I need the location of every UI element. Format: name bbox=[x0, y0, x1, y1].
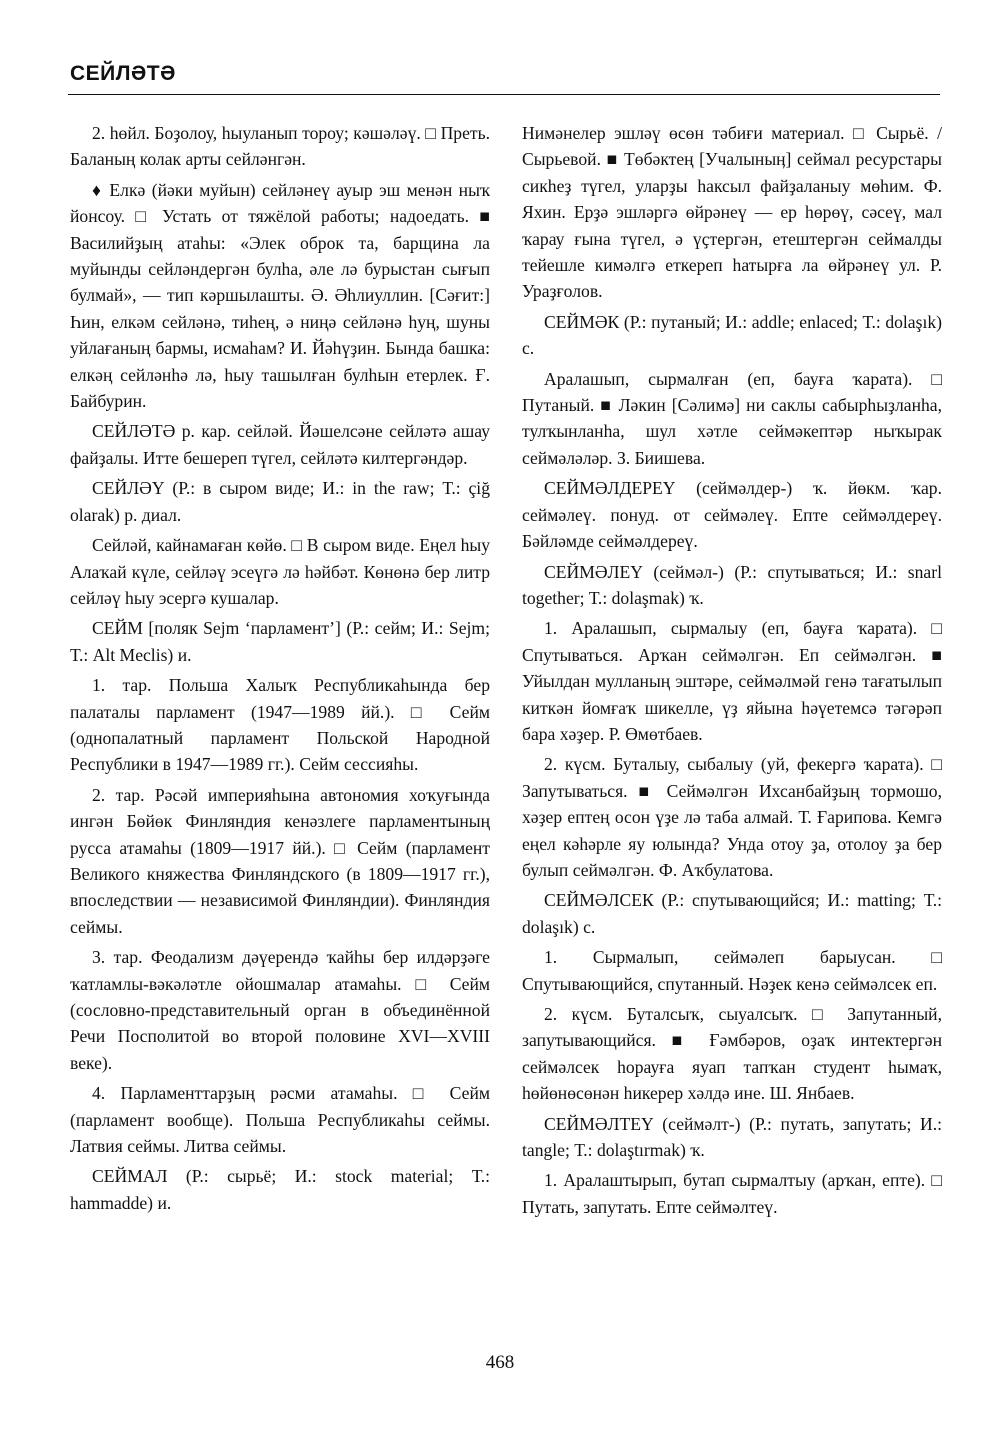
entry-paragraph: 1. Аралашып, сырмалыу (еп, бауға ҡарата). □ Спутываться. Арҡан сеймәлгән. Еп сеймәлгән. ■ Уйылдан мулланың эштәре, сеймәлмәй генә тағатылып киткән йомғаҡ шикелле, үҙ яйына һәүетемсә тәгәрәп бара хәҙер. Р. Өмөтбаев. bbox=[522, 618, 942, 744]
entry-paragraph: СЕЙЛӘТӘ р. кар. сейләй. Йәшелсәне сейләтә ашау файҙалы. Итте бешереп түгел, сейләтә килтергәндәр. bbox=[70, 421, 490, 468]
entry-paragraph: СЕЙМ [поляк Sejm ‘парламент’] (Р.: сейм; И.: Sejm; Т.: Alt Meclis) и. bbox=[70, 618, 490, 665]
right-column bbox=[522, 120, 942, 1224]
running-header: СЕЙЛӘТӘ bbox=[70, 62, 176, 85]
entry-paragraph: Сейләй, кайнамаған көйө. □ В сыром виде. Еңел һыу Алаҡай күле, сейләү эсеүгә лә һәйбәт. Көнөнә бер литр сейләү һыу эсергә кушалар. bbox=[70, 535, 490, 608]
entry-paragraph: 3. тар. Феодализм дәүерендә ҡайһы бер илдәрҙәге ҡатламлы-вәкәләтле ойошмалар атамаһы. □ Сейм (сословно-представительный орган в объединённой Речи Посполитой во второй половине XVI—XVIII веке). bbox=[70, 947, 490, 1073]
entry-paragraph: СЕЙМӘЛДЕРЕҮ (сеймәлдер-) ҡ. йөкм. ҡар. сеймәлеү. понуд. от сеймәлеү. Епте сеймәлдереү. Бәйләмде сеймәлдереү. bbox=[522, 478, 942, 552]
left-column bbox=[70, 120, 490, 1220]
entry-paragraph: ♦ Елкә (йәки муйын) сейләнеү ауыр эш менән ныҡ йонсоу. □ Устать от тяжёлой работы; надоедать. ■ Василийҙың атаһы: «Элек оброк та, барщина ла муйынды сейләндергән булһа, әле лә бурыстан сығып булмай», — тип кәршылашты. Ә. Әһлиуллин. [Сәғит:] Һин, елкәм сейләнә, тиһең, ә ниңә сейләнә һуң, шуны уйлағаның бармы, исмаһам? И. Йәһүҙин. Бында башка: елкәң сейләнһә лә, һыу ташылған булһын етерлек. Ғ. Байбурин. bbox=[70, 179, 490, 412]
entry-paragraph: СЕЙМӘЛТЕҮ (сеймәлт-) (Р.: путать, запутать; И.: tangle; Т.: dolaştırmak) ҡ. bbox=[522, 1113, 942, 1161]
entry-paragraph: 1. Аралаштырып, бутап сырмалтыу (арҡан, епте). □ Путать, запутать. Епте сеймәлтеү. bbox=[522, 1170, 942, 1217]
entry-paragraph: 2. тар. Рәсәй империяһына автономия хоҡуғында ингән Бөйөк Финляндия кенәзлеге парламентының русса атамаһы (1809—1917 йй.). □ Сейм (парламент Великого княжества Финляндского (в 1809—1917 гг.), впоследствии — независимой Финляндии). Финляндия сеймы. bbox=[70, 784, 490, 937]
entry-paragraph: СЕЙМАЛ (Р.: сырьё; И.: stock material; Т.: hammadde) и. bbox=[70, 1166, 490, 1213]
entry-paragraph: 2. күсм. Буталсыҡ, сыуалсыҡ. □ Запутанный, запутывающийся. ■ Ғәмбәров, оҙаҡ интектергән сеймәлсек һорауға яуап тапҡан студент һымаҡ, һөйөнөсөнән һикерер хәлдә ине. Ш. Янбаев. bbox=[522, 1004, 942, 1104]
entry-paragraph: 2. һөйл. Боҙолоу, һыуланып тороу; кәшәләү. □ Преть. Баланың колак арты сейләнгән. bbox=[70, 123, 490, 170]
entry-paragraph: СЕЙМӘЛЕҮ (сеймәл-) (Р.: спутываться; И.: snarl together; Т.: dolaşmak) ҡ. bbox=[522, 561, 942, 608]
entry-paragraph: СЕЙЛӘҮ (Р.: в сыром виде; И.: in the raw; Т.: çiğ olarak) р. диал. bbox=[70, 478, 490, 525]
entry-paragraph: 4. Парламенттарҙың рәсми атамаһы. □ Сейм (парламент вообще). Польша Республикаһы сеймы. Латвия сеймы. Литва сеймы. bbox=[70, 1083, 490, 1157]
entry-paragraph: Нимәнелер эшләү өсөн тәбиғи материал. □ Сырьё. / Сырьевой. ■ Төбәктең [Учалыныӊ] сеймал ресурстары сикһеҙ түгел, уларҙы һаксыл файҙаланыу мөһим. Ф. Яхин. Ерҙә эшләргә өйрәнеү — ер һөрөү, сәсеү, мал ҡарау ғына түгел, ә үҫтергән, етештергән сеймалды тейешле кимәлгә еткереп һатырға ла өйрәнеү ул. Р. Ураҙғолов. bbox=[522, 123, 942, 302]
entry-paragraph: 1. Сырмалып, сеймәлеп барыусан. □ Спутывающийся, спутанный. Нәҙек кенә сеймәлсек еп. bbox=[522, 947, 942, 994]
page-number: 468 bbox=[485, 1352, 515, 1373]
entry-paragraph: Аралашып, сырмалған (еп, бауға ҡарата). □ Путаный. ■ Ләкин [Сәлимә] ни саклы сабырһыҙланһа, тулҡынланһа, шул хәтле сеймәкептәр ныҡырак сеймәләләр. З. Биишева. bbox=[522, 368, 942, 468]
header-rule bbox=[68, 94, 940, 95]
entry-paragraph: 2. күсм. Буталыу, сыбалыу (уй, фекергә ҡарата). □ Запутываться. ■ Сеймәлгән Ихсанбайҙың тормошо, хәҙер ептең осон үҙе лә таба алмай. Т. Ғарипова. Кемгә еңел кәһәрле яу юлында? Унда отоу ҙа, отолоу ҙа бер булып сеймәлгән. Ф. Аҡбулатова. bbox=[522, 754, 942, 880]
entry-paragraph: СЕЙМӘЛСЕК (Р.: спутывающийся; И.: matting; Т.: dolaşık) с. bbox=[522, 890, 942, 937]
entry-paragraph: СЕЙМӘК (Р.: путаный; И.: addle; enlaced; Т.: dolaşık) с. bbox=[522, 311, 942, 359]
entry-paragraph: 1. тар. Польша Халыҡ Республикаһында бер палаталы парламент (1947—1989 йй.). □ Сейм (однопалатный парламент Польской Народной Республики в 1947—1989 гг.). Сейм сессияһы. bbox=[70, 675, 490, 775]
